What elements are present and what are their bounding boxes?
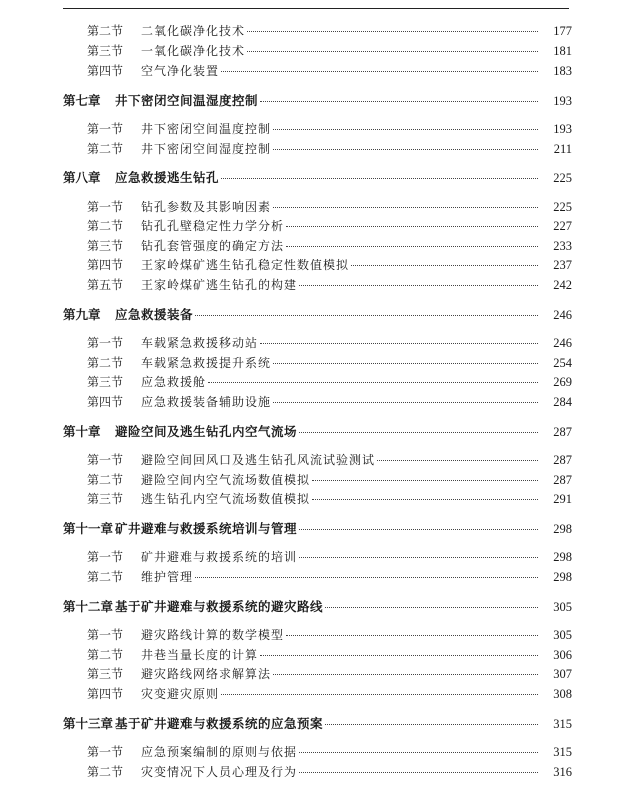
section-label: 第三节 bbox=[87, 667, 124, 681]
toc-entry[interactable] bbox=[0, 471, 636, 489]
page-number: 316 bbox=[553, 765, 572, 779]
chapter-label: 第十三章 bbox=[63, 716, 114, 731]
section-title: 维护管理 bbox=[141, 570, 194, 584]
page-number: 246 bbox=[553, 336, 572, 350]
section-title: 空气净化装置 bbox=[141, 64, 220, 78]
page-number: 305 bbox=[553, 600, 572, 614]
page-number: 225 bbox=[553, 171, 572, 185]
dot-leader bbox=[325, 607, 538, 608]
dot-leader bbox=[195, 315, 538, 316]
section-title: 灾变避灾原则 bbox=[141, 687, 220, 701]
page-number: 237 bbox=[553, 258, 572, 272]
chapter-title: 应急救援装备 bbox=[115, 307, 194, 322]
chapter-title: 应急救援逃生钻孔 bbox=[115, 170, 220, 185]
section-title: 灾变情况下人员心理及行为 bbox=[141, 765, 298, 779]
dot-leader bbox=[273, 149, 538, 150]
section-label: 第四节 bbox=[87, 258, 124, 272]
chapter-label: 第十一章 bbox=[63, 521, 114, 536]
toc-entry[interactable] bbox=[0, 217, 636, 235]
dot-leader bbox=[286, 635, 538, 636]
toc-chapter-entry[interactable] bbox=[0, 422, 636, 440]
section-title: 逃生钻孔内空气流场数值模拟 bbox=[141, 492, 311, 506]
toc-entry[interactable] bbox=[0, 685, 636, 703]
section-title: 车载紧急救援提升系统 bbox=[141, 356, 272, 370]
section-title: 二氧化碳净化技术 bbox=[141, 24, 246, 38]
page-number: 305 bbox=[553, 628, 572, 642]
page-number: 315 bbox=[553, 717, 572, 731]
dot-leader bbox=[286, 246, 538, 247]
toc-entry[interactable] bbox=[0, 62, 636, 80]
section-label: 第二节 bbox=[87, 142, 124, 156]
section-title: 井巷当量长度的计算 bbox=[141, 648, 259, 662]
section-label: 第四节 bbox=[87, 395, 124, 409]
top-rule bbox=[63, 8, 569, 9]
page-number: 181 bbox=[553, 44, 572, 58]
dot-leader bbox=[260, 655, 538, 656]
page-number: 284 bbox=[553, 395, 572, 409]
chapter-title: 矿井避难与救援系统培训与管理 bbox=[115, 521, 298, 536]
chapter-title: 基于矿井避难与救援系统的避灾路线 bbox=[115, 599, 324, 614]
section-title: 避险空间回风口及逃生钻孔风流试验测试 bbox=[141, 453, 376, 467]
dot-leader bbox=[299, 752, 538, 753]
section-label: 第二节 bbox=[87, 765, 124, 779]
section-label: 第二节 bbox=[87, 219, 124, 233]
page-number: 242 bbox=[553, 278, 572, 292]
page-number: 287 bbox=[553, 425, 572, 439]
section-label: 第一节 bbox=[87, 200, 124, 214]
dot-leader bbox=[273, 402, 538, 403]
toc-entry[interactable] bbox=[0, 373, 636, 391]
page-number: 308 bbox=[553, 687, 572, 701]
section-title: 井下密闭空间温度控制 bbox=[141, 122, 272, 136]
toc-entry[interactable] bbox=[0, 334, 636, 352]
section-title: 井下密闭空间湿度控制 bbox=[141, 142, 272, 156]
dot-leader bbox=[312, 499, 538, 500]
toc-entry[interactable] bbox=[0, 237, 636, 255]
page-number: 177 bbox=[553, 24, 572, 38]
dot-leader bbox=[299, 772, 538, 773]
page-number: 254 bbox=[553, 356, 572, 370]
section-label: 第三节 bbox=[87, 492, 124, 506]
chapter-label: 第十二章 bbox=[63, 599, 114, 614]
section-title: 避灾路线计算的数学模型 bbox=[141, 628, 285, 642]
dot-leader bbox=[273, 207, 538, 208]
toc-entry[interactable] bbox=[0, 393, 636, 411]
section-label: 第一节 bbox=[87, 628, 124, 642]
dot-leader bbox=[325, 724, 538, 725]
dot-leader bbox=[351, 265, 538, 266]
dot-leader bbox=[221, 178, 538, 179]
toc-entry[interactable] bbox=[0, 626, 636, 644]
toc-chapter-entry[interactable] bbox=[0, 91, 636, 109]
dot-leader bbox=[260, 343, 538, 344]
section-label: 第一节 bbox=[87, 745, 124, 759]
page-number: 307 bbox=[553, 667, 572, 681]
toc-chapter-entry[interactable] bbox=[0, 168, 636, 186]
page-number: 287 bbox=[553, 473, 572, 487]
toc-entry[interactable] bbox=[0, 451, 636, 469]
section-label: 第二节 bbox=[87, 24, 124, 38]
section-title: 一氧化碳净化技术 bbox=[141, 44, 246, 58]
page-number: 193 bbox=[553, 94, 572, 108]
section-label: 第二节 bbox=[87, 570, 124, 584]
section-label: 第三节 bbox=[87, 239, 124, 253]
page-number: 298 bbox=[553, 570, 572, 584]
toc-entry[interactable] bbox=[0, 743, 636, 761]
dot-leader bbox=[273, 129, 538, 130]
page-number: 298 bbox=[553, 522, 572, 536]
section-title: 王家岭煤矿逃生钻孔稳定性数值模拟 bbox=[141, 258, 350, 272]
dot-leader bbox=[273, 363, 538, 364]
section-label: 第二节 bbox=[87, 648, 124, 662]
section-label: 第五节 bbox=[87, 278, 124, 292]
section-label: 第四节 bbox=[87, 64, 124, 78]
dot-leader bbox=[260, 101, 538, 102]
toc-chapter-entry[interactable] bbox=[0, 714, 636, 732]
section-title: 避灾路线网络求解算法 bbox=[141, 667, 272, 681]
page-number: 233 bbox=[553, 239, 572, 253]
dot-leader bbox=[286, 226, 538, 227]
page-number: 246 bbox=[553, 308, 572, 322]
dot-leader bbox=[208, 382, 538, 383]
dot-leader bbox=[221, 71, 538, 72]
section-label: 第一节 bbox=[87, 122, 124, 136]
dot-leader bbox=[299, 529, 538, 530]
chapter-label: 第八章 bbox=[63, 170, 101, 185]
page-number: 287 bbox=[553, 453, 572, 467]
page-number: 298 bbox=[553, 550, 572, 564]
section-label: 第二节 bbox=[87, 473, 124, 487]
section-title: 王家岭煤矿逃生钻孔的构建 bbox=[141, 278, 298, 292]
section-title: 矿井避难与救援系统的培训 bbox=[141, 550, 298, 564]
toc-entry[interactable] bbox=[0, 646, 636, 664]
page-number: 315 bbox=[553, 745, 572, 759]
section-label: 第一节 bbox=[87, 336, 124, 350]
section-title: 车载紧急救援移动站 bbox=[141, 336, 259, 350]
toc-entry[interactable] bbox=[0, 665, 636, 683]
section-title: 避险空间内空气流场数值模拟 bbox=[141, 473, 311, 487]
page-number: 211 bbox=[553, 142, 572, 156]
dot-leader bbox=[299, 432, 538, 433]
dot-leader bbox=[312, 480, 538, 481]
toc-entry[interactable] bbox=[0, 42, 636, 60]
section-title: 应急救援装备辅助设施 bbox=[141, 395, 272, 409]
page-number: 306 bbox=[553, 648, 572, 662]
section-label: 第一节 bbox=[87, 453, 124, 467]
page-number: 193 bbox=[553, 122, 572, 136]
dot-leader bbox=[247, 51, 538, 52]
dot-leader bbox=[195, 577, 538, 578]
toc-chapter-entry[interactable] bbox=[0, 597, 636, 615]
toc-entry[interactable] bbox=[0, 198, 636, 216]
chapter-title: 避险空间及逃生钻孔内空气流场 bbox=[115, 424, 298, 439]
toc-entry[interactable] bbox=[0, 120, 636, 138]
section-label: 第三节 bbox=[87, 375, 124, 389]
chapter-title: 基于矿井避难与救援系统的应急预案 bbox=[115, 716, 324, 731]
dot-leader bbox=[299, 557, 538, 558]
page-number: 269 bbox=[553, 375, 572, 389]
toc-entry[interactable] bbox=[0, 256, 636, 274]
toc-chapter-entry[interactable] bbox=[0, 305, 636, 323]
dot-leader bbox=[221, 694, 538, 695]
section-title: 钻孔孔壁稳定性力学分析 bbox=[141, 219, 285, 233]
dot-leader bbox=[273, 674, 538, 675]
page-number: 227 bbox=[553, 219, 572, 233]
page-number: 225 bbox=[553, 200, 572, 214]
section-label: 第一节 bbox=[87, 550, 124, 564]
chapter-label: 第九章 bbox=[63, 307, 101, 322]
section-label: 第二节 bbox=[87, 356, 124, 370]
page-number: 291 bbox=[553, 492, 572, 506]
toc-entry[interactable] bbox=[0, 276, 636, 294]
page-number: 183 bbox=[553, 64, 572, 78]
section-title: 应急救援舱 bbox=[141, 375, 207, 389]
section-label: 第四节 bbox=[87, 687, 124, 701]
toc-entry[interactable] bbox=[0, 490, 636, 508]
dot-leader bbox=[247, 31, 538, 32]
toc-entry[interactable] bbox=[0, 548, 636, 566]
toc-entry[interactable] bbox=[0, 22, 636, 40]
chapter-label: 第十章 bbox=[63, 424, 101, 439]
toc-entry[interactable] bbox=[0, 568, 636, 586]
chapter-title: 井下密闭空间温湿度控制 bbox=[115, 93, 259, 108]
toc-entry[interactable] bbox=[0, 354, 636, 372]
toc-entry[interactable] bbox=[0, 140, 636, 158]
section-title: 钻孔参数及其影响因素 bbox=[141, 200, 272, 214]
dot-leader bbox=[377, 460, 538, 461]
section-title: 应急预案编制的原则与依据 bbox=[141, 745, 298, 759]
toc-entry[interactable] bbox=[0, 763, 636, 781]
chapter-label: 第七章 bbox=[63, 93, 101, 108]
dot-leader bbox=[299, 285, 538, 286]
section-title: 钻孔套管强度的确定方法 bbox=[141, 239, 285, 253]
section-label: 第三节 bbox=[87, 44, 124, 58]
toc-chapter-entry[interactable] bbox=[0, 519, 636, 537]
